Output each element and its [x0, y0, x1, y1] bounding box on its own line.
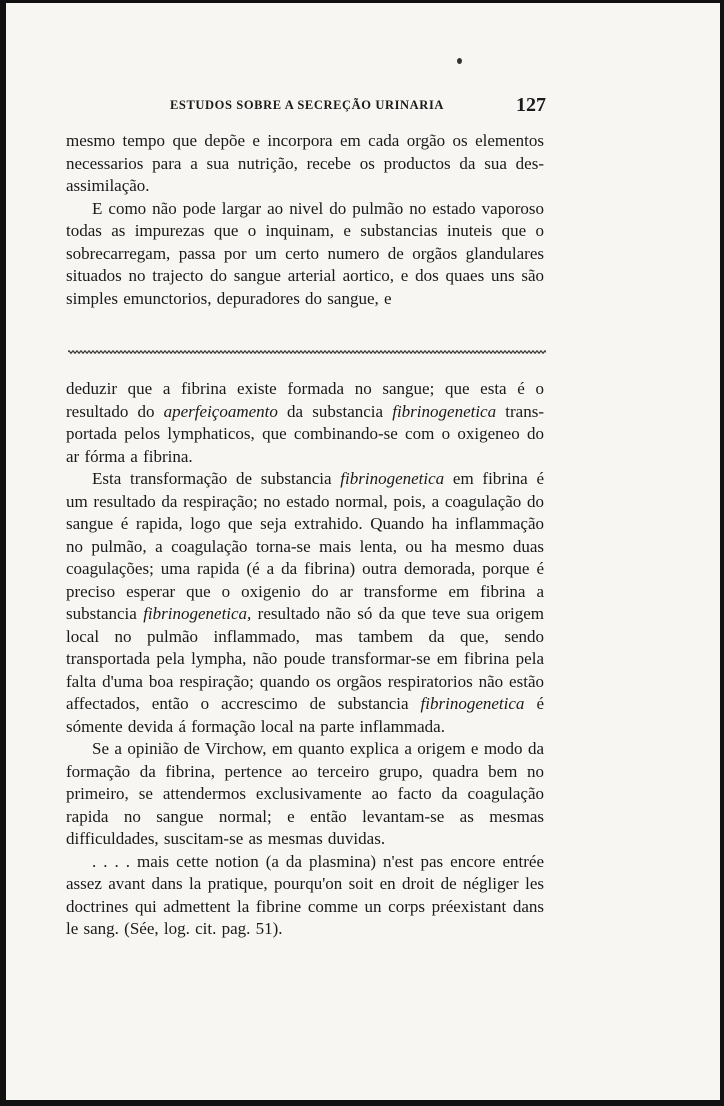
italic-term: fibrinogenetica — [392, 401, 497, 421]
ink-dot — [457, 58, 462, 64]
text-run: em fibrina é um resultado da respiração; no estado normal, pois, a coagulação do sangue é rapida, logo que seja extrahido. Quando ha inflammação no pulmão, a coagulação torna-se mais lenta, ou ha mesmo duas coagulações; uma rapida (é a da fibrina) outra demorada, porque é preciso esperar que o oxigenio do ar transforme em fibrina a substancia — [66, 469, 544, 623]
italic-term: fibrinogenetica — [340, 469, 445, 488]
paragraph — [66, 468, 544, 738]
italic-term: fibrinogenetica, — [143, 604, 252, 623]
text-run: transportada pelos lymphaticos, que combinando-se com o oxigeneo do ar fórma a fibrina. — [66, 401, 544, 466]
running-title: ESTUDOS SOBRE A SECREÇÃO URINARIA — [170, 98, 445, 112]
paragraph — [66, 378, 544, 468]
page-number: 127 — [516, 94, 546, 116]
text-run: deduzir que a fibrina existe formada no sangue; que esta é o resultado do — [66, 379, 544, 421]
text-run: é sómente devida á formação local na parte inflammada. — [66, 694, 544, 736]
text-run: resultado não só da que teve sua origem local no pulmão inflammado, mas tambem da que, sendo transportada pela lympha, não poude transformar-se em fibrina pela falta d'uma boa respiração; quando os orgãos respiratorios não estão affectados, então o accrescimo de substancia — [66, 604, 544, 713]
lower-text-block — [66, 378, 544, 941]
paragraph: E como não pode largar ao nivel do pulmão no estado vaporoso todas as impurezas que o inquinam, e substancias inuteis que o sobrecarregam, passa por um certo numero de orgãos glandulares situados no trajecto do sangue arterial aortico, e dos quaes uns são simples emunctorios, depuradores do sangue, e — [66, 198, 544, 308]
paragraph: Se a opinião de Virchow, em quanto explica a origem e modo da formação da fibrina, pertence ao terceiro grupo, quadra bem no primeiro, se attendermos exclusivamente ao facto da coagulação rapida no sangue normal; e então levantam-se as mesmas difficuldades, suscitam-se as mesmas duvidas. — [66, 739, 544, 848]
book-page — [6, 3, 720, 1100]
italic-term: fibrinogenetica — [420, 694, 525, 713]
italic-term: aperfeiçoamento — [163, 401, 278, 421]
paragraph: mesmo tempo que depõe e incorpora em cada orgão os elementos necessarios para a sua nutrição, recebe os productos da sua desassimilação. — [66, 131, 544, 195]
text-run: Esta transformação de substancia — [92, 469, 341, 488]
running-head — [170, 94, 546, 120]
upper-text-block — [66, 130, 544, 310]
wavy-divider — [68, 348, 546, 356]
quotation: . . . . mais cette notion (a da plasmina) n'est pas encore entrée assez avant dans la pratique, pourqu'on soit en droit de négliger les doctrines qui admettent la fibrine comme un corps préexistant dans le sang. (Sée, log. cit. pag. 51). — [66, 851, 544, 938]
text-run: da substancia — [277, 401, 393, 421]
